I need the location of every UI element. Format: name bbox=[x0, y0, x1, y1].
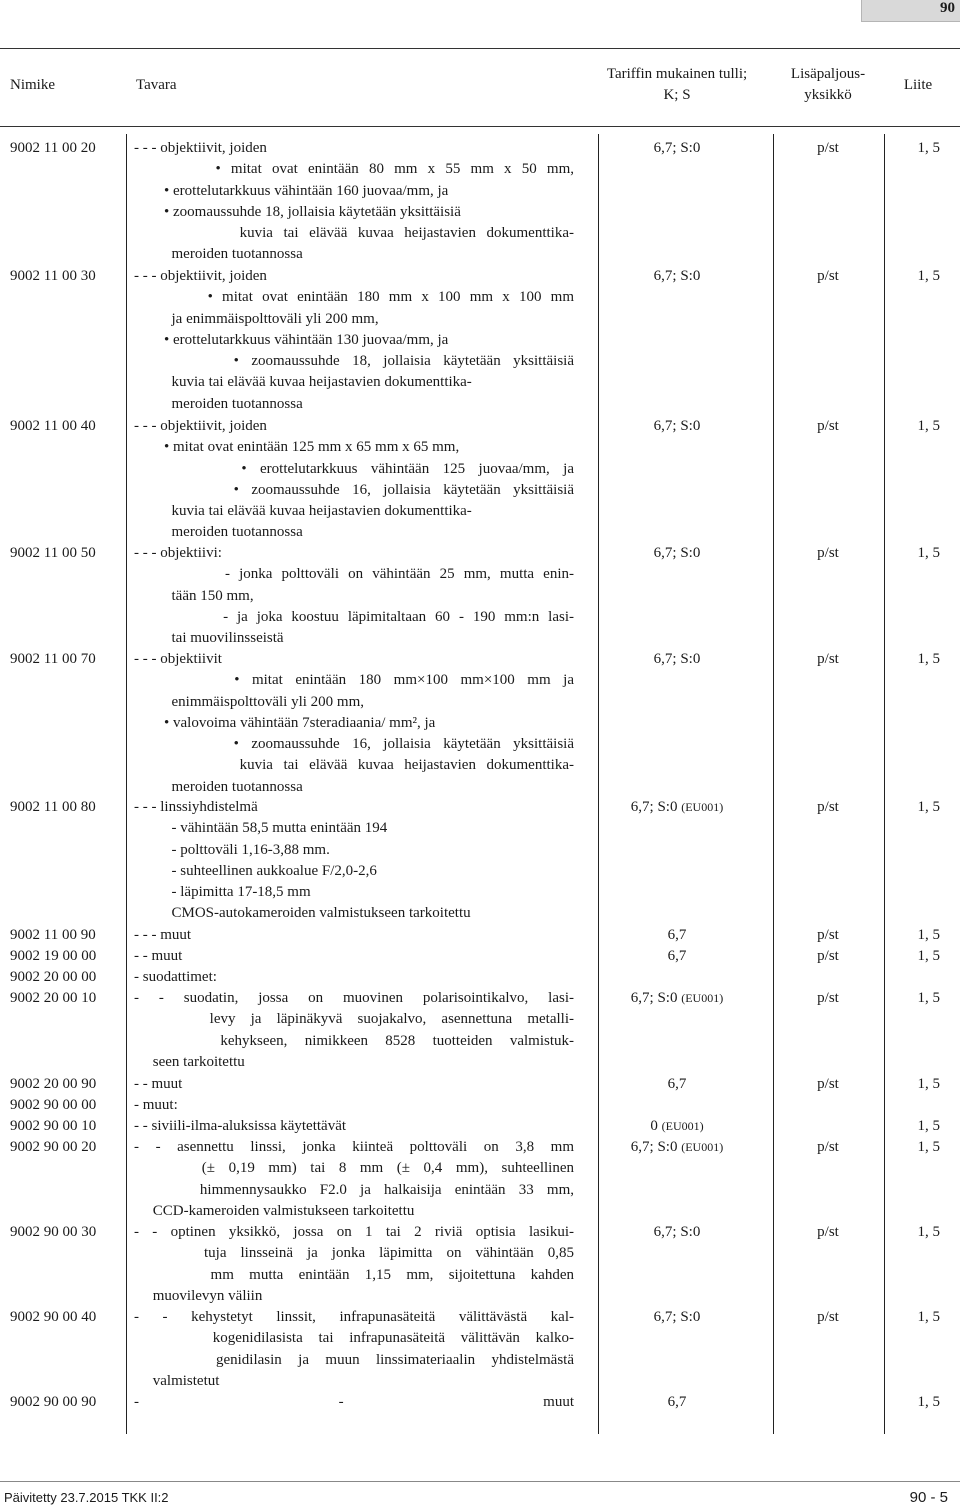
description-line: - - - objektiivit bbox=[134, 651, 222, 667]
description-line: - vähintään 58,5 mutta enintään 194 bbox=[134, 820, 388, 837]
description-line: genidilasin ja muun linssimateriaalin yhdistelmästä bbox=[134, 1351, 574, 1368]
description-line: • erottelutarkkuus vähintään 130 juovaa/mm, ja bbox=[134, 331, 449, 348]
annex-ref: 1, 5 bbox=[917, 140, 940, 156]
goods-description bbox=[134, 967, 574, 988]
description-line: - - - linssiyhdistelmä bbox=[134, 799, 258, 815]
description-line: - ja joka koostuu läpimitaltaan 60 - 190 mm:n lasi- bbox=[134, 608, 574, 625]
duty-rate bbox=[600, 1074, 754, 1095]
cn-code: 9002 20 00 10 bbox=[10, 990, 97, 1006]
header-top-rule bbox=[0, 48, 960, 49]
column-header-tulli-line2: K; S bbox=[663, 87, 691, 103]
column-header-nimike: Nimike bbox=[10, 77, 55, 93]
goods-description bbox=[134, 416, 574, 544]
description-line: mm mutta enintään 1,15 mm, sijoitettuna kahden bbox=[134, 1266, 574, 1283]
description-line: tään 150 mm, bbox=[134, 587, 254, 604]
goods-description bbox=[134, 1116, 574, 1137]
duty-value: 6,7; S:0 bbox=[653, 545, 701, 561]
description-line: - - muut bbox=[134, 1076, 183, 1092]
column-header-lisa-line1: Lisäpaljous- bbox=[790, 66, 866, 82]
duty-value: 6,7; S:0 bbox=[653, 418, 701, 434]
column-header-liite: Liite bbox=[903, 77, 933, 93]
cn-code: 9002 11 00 20 bbox=[10, 140, 96, 156]
annex-ref: 1, 5 bbox=[917, 545, 940, 561]
description-line: - - muut bbox=[134, 1394, 574, 1410]
description-line: • zoomaussuhde 18, jollaisia käytetään yksittäisiä bbox=[134, 353, 574, 370]
header-bottom-rule bbox=[0, 126, 960, 127]
duty-rate bbox=[600, 925, 754, 946]
goods-description bbox=[134, 1392, 574, 1413]
column-header-lisapaljousyksikko bbox=[786, 64, 870, 106]
description-line: enimmäispolttoväli yli 200 mm, bbox=[134, 693, 364, 710]
column-header-tavara: Tavara bbox=[136, 77, 177, 93]
goods-description bbox=[134, 988, 574, 1073]
description-line: - - - objektiivit, joiden bbox=[134, 140, 267, 156]
supplementary-unit: p/st bbox=[817, 268, 839, 284]
duty-note: (EU001) bbox=[681, 1140, 724, 1154]
description-line: levy ja läpinäkyvä suojakalvo, asennettuna metalli- bbox=[134, 1011, 574, 1028]
goods-description bbox=[134, 925, 574, 946]
duty-value: 6,7; S:0 bbox=[653, 1309, 701, 1325]
annex-ref: 1, 5 bbox=[917, 1139, 940, 1155]
column-header-lisa-line2: yksikkö bbox=[804, 87, 852, 103]
description-line: tuja linsseinä ja jonka läpimitta on vähintään 0,85 bbox=[134, 1245, 574, 1262]
cn-code: 9002 11 00 70 bbox=[10, 651, 96, 667]
goods-description bbox=[134, 1307, 574, 1392]
cn-code: 9002 11 00 80 bbox=[10, 799, 96, 815]
description-line: • mitat ovat enintään 80 mm x 55 mm x 50 mm, bbox=[134, 161, 574, 178]
duty-rate bbox=[600, 1307, 754, 1328]
description-line: - jonka polttoväli on vähintään 25 mm, mutta enin- bbox=[134, 566, 574, 583]
description-line: meroiden tuotannossa bbox=[134, 395, 303, 412]
supplementary-unit: p/st bbox=[817, 948, 839, 964]
annex-ref: 1, 5 bbox=[917, 268, 940, 284]
goods-description bbox=[134, 1137, 574, 1222]
description-line: • zoomaussuhde 18, jollaisia käytetään yksittäisiä bbox=[134, 203, 461, 220]
description-line: meroiden tuotannossa bbox=[134, 524, 303, 541]
description-line: • valovoima vähintään 7steradiaania/ mm², ja bbox=[134, 714, 436, 731]
description-line: - muut: bbox=[134, 1097, 178, 1113]
description-line: - suodattimet: bbox=[134, 969, 217, 985]
annex-ref: 1, 5 bbox=[917, 1076, 940, 1092]
duty-value: 6,7 bbox=[667, 1076, 687, 1092]
description-line: • zoomaussuhde 16, jollaisia käytetään yksittäisiä bbox=[134, 481, 574, 498]
description-line: kuvia tai elävää kuvaa heijastavien dokumenttika- bbox=[134, 374, 472, 391]
duty-value: 6,7; S:0 bbox=[630, 990, 678, 1006]
supplementary-unit: p/st bbox=[817, 1309, 839, 1325]
description-line: - - kehystetyt linssit, infrapunasäteitä välittävästä kal- bbox=[134, 1309, 574, 1325]
duty-rate bbox=[600, 946, 754, 967]
cn-code: 9002 11 00 90 bbox=[10, 927, 96, 943]
description-line: meroiden tuotannossa bbox=[134, 778, 303, 795]
description-line: - - muut bbox=[134, 948, 183, 964]
description-line: • mitat enintään 180 mm×100 mm×100 mm ja bbox=[134, 672, 574, 689]
description-line: • erottelutarkkuus vähintään 160 juovaa/mm, ja bbox=[134, 182, 449, 199]
cn-code: 9002 90 00 30 bbox=[10, 1224, 97, 1240]
goods-description bbox=[134, 946, 574, 967]
duty-rate bbox=[600, 138, 754, 159]
cn-code: 9002 90 00 20 bbox=[10, 1139, 97, 1155]
description-line: - - suodatin, jossa on muovinen polarisointikalvo, lasi- bbox=[134, 990, 574, 1006]
duty-note: (EU001) bbox=[681, 991, 724, 1005]
annex-ref: 1, 5 bbox=[917, 651, 940, 667]
description-line: kogenidilasista tai infrapunasäteitä välittävän kalko- bbox=[134, 1330, 574, 1347]
duty-value: 6,7 bbox=[667, 1394, 687, 1410]
description-line: kuvia tai elävää kuvaa heijastavien dokumenttika- bbox=[134, 503, 472, 520]
description-line: valmistetut bbox=[134, 1372, 220, 1389]
supplementary-unit: p/st bbox=[817, 1139, 839, 1155]
cn-code: 9002 90 00 10 bbox=[10, 1118, 97, 1134]
footer-page-ref: 90 - 5 bbox=[909, 1489, 948, 1506]
goods-description bbox=[134, 1222, 574, 1307]
duty-value: 6,7 bbox=[667, 948, 687, 964]
cn-code: 9002 90 00 90 bbox=[10, 1394, 97, 1410]
duty-rate bbox=[600, 1222, 754, 1243]
goods-description bbox=[134, 138, 574, 266]
goods-description bbox=[134, 1095, 574, 1116]
supplementary-unit: p/st bbox=[817, 1224, 839, 1240]
annex-ref: 1, 5 bbox=[917, 1224, 940, 1240]
cn-code: 9002 20 00 90 bbox=[10, 1076, 97, 1092]
column-header-tulli-line1: Tariffin mukainen tulli; bbox=[606, 66, 748, 82]
description-line: CCD-kameroiden valmistukseen tarkoitettu bbox=[134, 1202, 415, 1219]
cn-code: 9002 90 00 00 bbox=[10, 1097, 97, 1113]
duty-value: 6,7; S:0 bbox=[630, 799, 678, 815]
description-line: • erottelutarkkuus vähintään 125 juovaa/mm, ja bbox=[134, 460, 574, 477]
supplementary-unit: p/st bbox=[817, 927, 839, 943]
cn-code: 9002 11 00 50 bbox=[10, 545, 96, 561]
description-line: - polttoväli 1,16-3,88 mm. bbox=[134, 841, 330, 858]
description-line: • mitat ovat enintään 125 mm x 65 mm x 65 mm, bbox=[134, 439, 460, 456]
duty-value: 6,7; S:0 bbox=[630, 1139, 678, 1155]
annex-ref: 1, 5 bbox=[917, 1309, 940, 1325]
annex-ref: 1, 5 bbox=[917, 990, 940, 1006]
duty-value: 6,7; S:0 bbox=[653, 1224, 701, 1240]
duty-note: (EU001) bbox=[661, 1119, 704, 1133]
duty-value: 6,7; S:0 bbox=[653, 268, 701, 284]
cn-code: 9002 90 00 40 bbox=[10, 1309, 97, 1325]
description-line: - - - objektiivit, joiden bbox=[134, 418, 267, 434]
supplementary-unit: p/st bbox=[817, 990, 839, 1006]
supplementary-unit: p/st bbox=[817, 545, 839, 561]
supplementary-unit: p/st bbox=[817, 799, 839, 815]
description-line: - - asennettu linssi, jonka kiinteä polttoväli on 3,8 mm bbox=[134, 1139, 574, 1155]
column-divider bbox=[126, 134, 127, 1434]
cn-code: 9002 20 00 00 bbox=[10, 969, 97, 985]
description-line: - suhteellinen aukkoalue F/2,0-2,6 bbox=[134, 862, 377, 879]
description-line: - - optinen yksikkö, jossa on 1 tai 2 riviä optisia lasikui- bbox=[134, 1224, 574, 1240]
description-line: kuvia tai elävää kuvaa heijastavien dokumenttika- bbox=[134, 757, 574, 774]
annex-ref: 1, 5 bbox=[917, 1394, 940, 1410]
duty-rate bbox=[600, 1137, 754, 1158]
description-line: • mitat ovat enintään 180 mm x 100 mm x 100 mm bbox=[134, 289, 574, 306]
column-divider bbox=[884, 134, 885, 1434]
description-line: (± 0,19 mm) tai 8 mm (± 0,4 mm), suhteellinen bbox=[134, 1160, 574, 1177]
description-line: tai muovilinsseistä bbox=[134, 630, 284, 647]
annex-ref: 1, 5 bbox=[917, 927, 940, 943]
footer-rule bbox=[0, 1481, 960, 1482]
description-line: - - - muut bbox=[134, 927, 192, 943]
description-line: - - siviili-ilma-aluksissa käytettävät bbox=[134, 1118, 347, 1134]
annex-ref: 1, 5 bbox=[917, 948, 940, 964]
supplementary-unit: p/st bbox=[817, 1076, 839, 1092]
column-divider bbox=[598, 134, 599, 1434]
goods-description bbox=[134, 649, 574, 798]
supplementary-unit: p/st bbox=[817, 418, 839, 434]
description-line: kuvia tai elävää kuvaa heijastavien dokumenttika- bbox=[134, 225, 574, 242]
description-line: • zoomaussuhde 16, jollaisia käytetään yksittäisiä bbox=[134, 736, 574, 753]
cn-code: 9002 19 00 00 bbox=[10, 948, 97, 964]
duty-rate bbox=[600, 797, 754, 818]
duty-rate bbox=[600, 543, 754, 564]
description-line: meroiden tuotannossa bbox=[134, 246, 303, 263]
description-line: kehykseen, nimikkeen 8528 tuotteiden valmistuk- bbox=[134, 1032, 574, 1049]
duty-value: 6,7; S:0 bbox=[653, 140, 701, 156]
description-line: seen tarkoitettu bbox=[134, 1053, 245, 1070]
description-line: CMOS-autokameroiden valmistukseen tarkoitettu bbox=[134, 905, 471, 922]
page-number: 90 bbox=[940, 0, 955, 16]
description-line: - läpimitta 17-18,5 mm bbox=[134, 884, 311, 901]
duty-rate bbox=[600, 1116, 754, 1137]
cn-code: 9002 11 00 40 bbox=[10, 418, 96, 434]
goods-description bbox=[134, 543, 574, 649]
cn-code: 9002 11 00 30 bbox=[10, 268, 96, 284]
duty-value: 6,7; S:0 bbox=[653, 651, 701, 667]
description-line: ja enimmäispolttoväli yli 200 mm, bbox=[134, 310, 379, 327]
annex-ref: 1, 5 bbox=[917, 799, 940, 815]
duty-rate bbox=[600, 266, 754, 287]
duty-rate bbox=[600, 988, 754, 1009]
goods-description bbox=[134, 266, 574, 415]
description-line: muovilevyn väliin bbox=[134, 1287, 263, 1304]
description-line: - - - objektiivit, joiden bbox=[134, 268, 267, 284]
duty-rate bbox=[600, 1392, 754, 1413]
column-header-tulli bbox=[597, 64, 757, 106]
supplementary-unit: p/st bbox=[817, 140, 839, 156]
annex-ref: 1, 5 bbox=[917, 418, 940, 434]
goods-description bbox=[134, 797, 574, 925]
duty-rate bbox=[600, 416, 754, 437]
duty-value: 6,7 bbox=[667, 927, 687, 943]
duty-note: (EU001) bbox=[681, 800, 724, 814]
page-number-box bbox=[861, 0, 960, 22]
duty-value: 0 bbox=[650, 1118, 658, 1134]
duty-rate bbox=[600, 649, 754, 670]
column-divider bbox=[773, 134, 774, 1434]
footer-updated: Päivitetty 23.7.2015 TKK II:2 bbox=[4, 1490, 169, 1505]
annex-ref: 1, 5 bbox=[917, 1118, 940, 1134]
description-line: - - - objektiivi: bbox=[134, 545, 222, 561]
description-line: himmennysaukko F2.0 ja halkaisija enintään 33 mm, bbox=[134, 1181, 574, 1198]
goods-description bbox=[134, 1074, 574, 1095]
supplementary-unit: p/st bbox=[817, 651, 839, 667]
